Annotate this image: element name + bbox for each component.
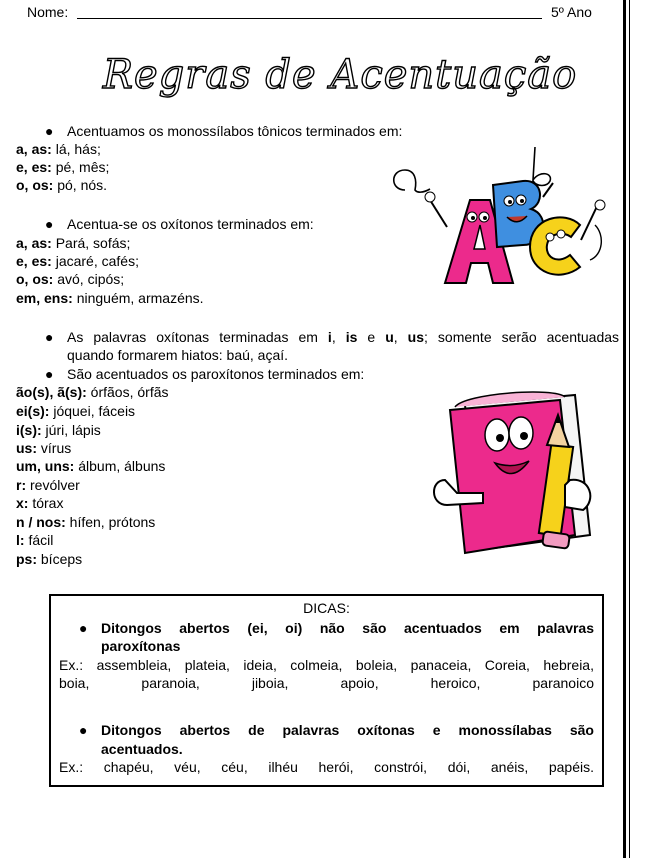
list-item: l: fácil xyxy=(16,532,54,548)
list-item: e, es: pé, mês; xyxy=(16,159,110,175)
list-item: e, es: jacaré, cafés; xyxy=(16,253,139,269)
bullet-icon: ● xyxy=(45,366,54,382)
section3-line1: As palavras oxítonas terminadas em i, is e u, us; somente serão acentuadas xyxy=(67,329,620,345)
bullet-icon: ● xyxy=(45,329,54,345)
list-item: n / nos: hífen, prótons xyxy=(16,514,156,530)
page-title-text: Regras de Acentuação xyxy=(102,52,578,98)
list-item: x: tórax xyxy=(16,495,64,511)
tip2-line2: acentuados. xyxy=(101,741,183,757)
list-item: ão(s), ã(s): órfãos, órfãs xyxy=(16,384,169,400)
list-item: o, os: pó, nós. xyxy=(16,177,108,193)
list-item: i(s): júri, lápis xyxy=(16,422,101,438)
bullet-icon: ● xyxy=(79,722,88,738)
tip2-line1: Ditongos abertos de palavras oxítonas e monossílabas são xyxy=(101,722,594,738)
abc-letters-illustration xyxy=(385,145,615,295)
tip1-examples-line2: boia, paranoia, jiboia, apoio, heroico, paranoico xyxy=(59,675,594,691)
tips-heading: DICAS: xyxy=(303,600,350,616)
section2-intro: Acentua-se os oxítonos terminados em: xyxy=(67,216,314,232)
tip1-line1: Ditongos abertos (ei, oi) não são acentuados em palavras xyxy=(101,620,594,636)
tip2-examples: Ex.: chapéu, véu, céu, ilhéu herói, constrói, dói, anéis, papéis. xyxy=(59,759,594,775)
page-border-right-thick xyxy=(623,0,626,858)
bullet-icon: ● xyxy=(45,216,54,232)
name-label: Nome: xyxy=(27,4,69,20)
tip1-examples-line1: Ex.: assembleia, plateia, ideia, colmeia, boleia, panaceia, Coreia, hebreia, xyxy=(59,657,594,673)
name-field[interactable] xyxy=(77,18,542,19)
list-item: a, as: Pará, sofás; xyxy=(16,235,131,251)
book-character-illustration xyxy=(425,385,610,565)
section3-line2: quando formarem hiatos: baú, açaí. xyxy=(67,347,289,363)
section1-intro: Acentuamos os monossílabos tônicos terminados em: xyxy=(67,123,403,139)
section4-intro: São acentuados os paroxítonos terminados em: xyxy=(67,366,365,382)
list-item: r: revólver xyxy=(16,477,80,493)
list-item: us: vírus xyxy=(16,440,72,456)
page-border-right-thin xyxy=(629,0,630,858)
tip1-line2: paroxítonas xyxy=(101,638,181,654)
list-item: a, as: lá, hás; xyxy=(16,141,101,157)
list-item: ei(s): jóquei, fáceis xyxy=(16,403,136,419)
list-item: em, ens: ninguém, armazéns. xyxy=(16,290,204,306)
bullet-icon: ● xyxy=(79,620,88,636)
list-item: ps: bíceps xyxy=(16,551,83,567)
grade-label: 5º Ano xyxy=(551,4,592,20)
list-item: o, os: avó, cipós; xyxy=(16,271,125,287)
bullet-icon: ● xyxy=(45,123,54,139)
page-title xyxy=(98,44,583,104)
list-item: um, uns: álbum, álbuns xyxy=(16,458,166,474)
